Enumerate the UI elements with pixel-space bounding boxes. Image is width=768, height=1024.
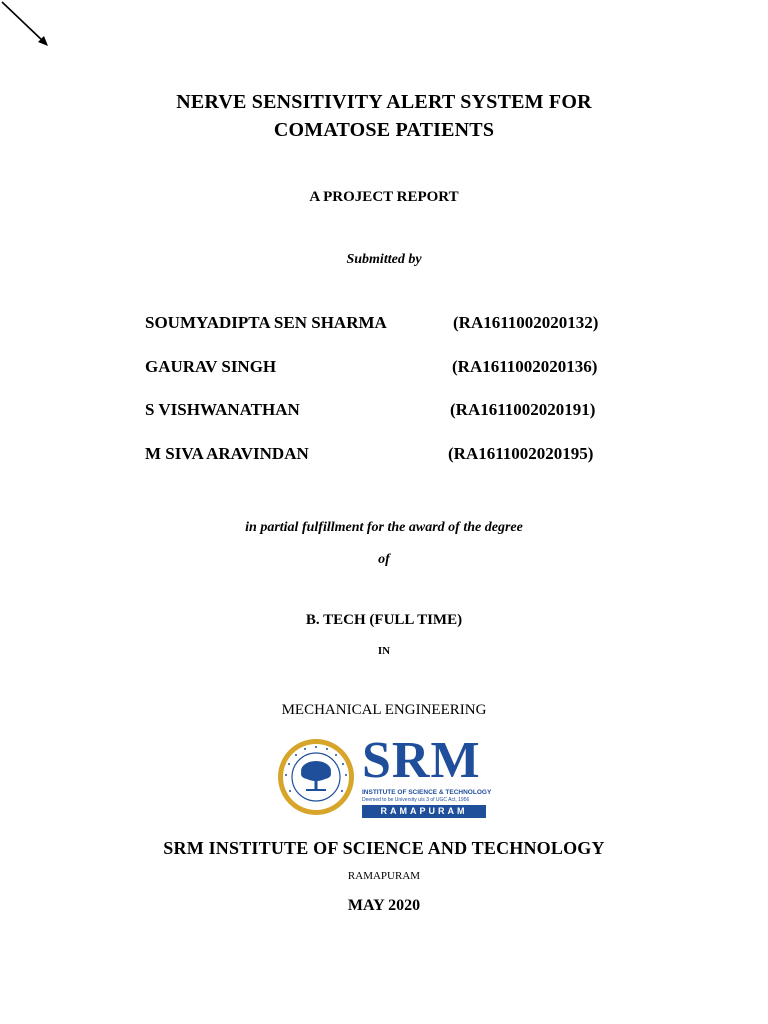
student-reg: (RA1611002020195)	[448, 444, 594, 463]
of-text: of	[378, 552, 390, 567]
student-reg: (RA1611002020191)	[450, 400, 596, 419]
in-text: IN	[377, 645, 391, 657]
department: MECHANICAL ENGINEERING	[281, 702, 487, 718]
student-name: S VISHWANATHAN	[145, 400, 300, 419]
student-reg: (RA1611002020132)	[453, 313, 599, 332]
student-name: M SIVA ARAVINDAN	[145, 444, 309, 463]
submitted-by: Submitted by	[346, 252, 422, 267]
title-line-2: COMATOSE PATIENTS	[273, 119, 495, 141]
student-name: SOUMYADIPTA SEN SHARMA	[145, 313, 387, 332]
report-title	[0, 88, 768, 144]
institution: SRM INSTITUTE OF SCIENCE AND TECHNOLOGY	[163, 838, 605, 858]
degree: B. TECH (FULL TIME)	[305, 612, 463, 628]
corner-arrow-icon	[0, 0, 60, 52]
srm-tagline: INSTITUTE OF SCIENCE & TECHNOLOGY	[362, 789, 492, 796]
srm-logo	[276, 732, 492, 821]
date: MAY 2020	[347, 897, 421, 914]
srm-wordmark: SRM	[362, 732, 481, 789]
student-reg: (RA1611002020136)	[452, 357, 598, 376]
srm-campus: RAMAPURAM	[380, 806, 468, 816]
location: RAMAPURAM	[347, 870, 421, 882]
student-name: GAURAV SINGH	[145, 357, 277, 376]
title-line-1: NERVE SENSITIVITY ALERT SYSTEM FOR	[176, 91, 592, 113]
srm-campus-band	[362, 805, 486, 818]
university-seal-icon	[276, 737, 356, 817]
fulfillment-text: in partial fulfillment for the award of the degree	[245, 520, 523, 535]
srm-deemed: Deemed to be University u/s 3 of UGC Act, 1956	[362, 797, 470, 803]
report-type: A PROJECT REPORT	[309, 189, 459, 205]
